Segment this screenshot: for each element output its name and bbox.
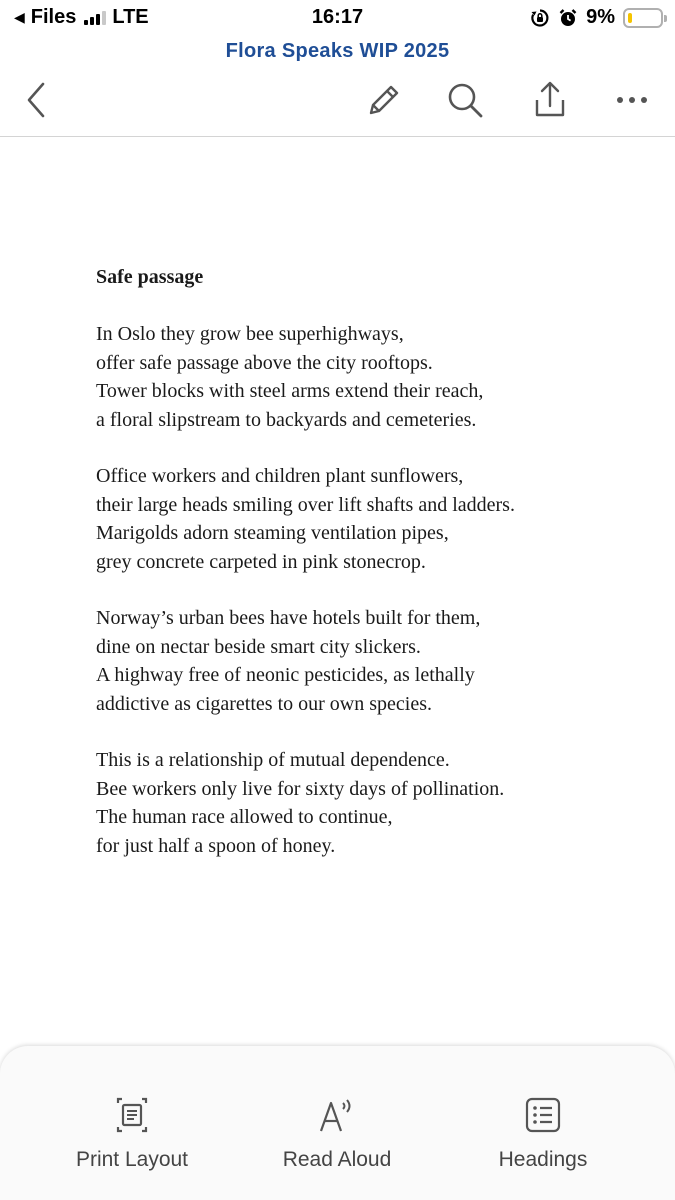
poem-line: Office workers and children plant sunflowers, <box>96 465 464 487</box>
poem-line: This is a relationship of mutual dependence. <box>96 749 450 771</box>
poem-line: Norway’s urban bees have hotels built for them, <box>96 607 481 629</box>
battery-percent: 9% <box>586 6 615 28</box>
back-button[interactable] <box>14 78 58 122</box>
back-to-app[interactable] <box>14 6 149 29</box>
poem-line: In Oslo they grow bee superhighways, <box>96 323 404 345</box>
status-bar <box>0 0 675 38</box>
poem-line: dine on nectar beside smart city slickers. <box>96 635 421 658</box>
share-button[interactable] <box>528 78 572 122</box>
poem-line: offer safe passage above the city rooftops. <box>96 351 433 374</box>
stanza <box>96 320 656 434</box>
more-icon <box>615 94 649 106</box>
stanza <box>96 746 656 860</box>
toolbar-divider <box>0 136 675 137</box>
back-arrow-icon: ◀ <box>14 9 25 25</box>
pencil-icon <box>364 80 404 120</box>
headings-label: Headings <box>498 1148 588 1171</box>
poem-line: their large heads smiling over lift shafts and ladders. <box>96 493 515 516</box>
document-body <box>96 262 656 888</box>
more-button[interactable] <box>610 78 654 122</box>
headings-icon <box>521 1093 565 1137</box>
search-button[interactable] <box>443 78 487 122</box>
battery-icon <box>623 8 663 28</box>
battery-tip <box>664 15 667 22</box>
headings-button[interactable] <box>443 1090 643 1172</box>
toolbar <box>0 72 675 128</box>
print-layout-button[interactable] <box>32 1090 232 1172</box>
poem-title: Safe passage <box>96 266 204 288</box>
read-aloud-icon <box>315 1093 359 1137</box>
read-aloud-label: Read Aloud <box>282 1148 392 1171</box>
poem-line: Tower blocks with steel arms extend their reach, <box>96 380 484 402</box>
read-aloud-button[interactable] <box>237 1090 437 1172</box>
orientation-lock-icon <box>530 8 550 28</box>
edit-button[interactable] <box>362 78 406 122</box>
bottom-bar <box>0 1046 675 1200</box>
signal-icon <box>84 11 106 25</box>
stanza <box>96 604 656 718</box>
poem-line: Marigolds adorn steaming ventilation pipes, <box>96 522 449 544</box>
back-chevron-icon <box>21 80 51 120</box>
carrier-label: LTE <box>112 6 149 28</box>
document-title[interactable]: Flora Speaks WIP 2025 <box>225 40 450 62</box>
poem-line: addictive as cigarettes to our own species. <box>96 692 432 715</box>
poem-line: for just half a spoon of honey. <box>96 834 336 857</box>
share-icon <box>530 80 570 120</box>
search-icon <box>445 80 485 120</box>
poem-line: A highway free of neonic pesticides, as lethally <box>96 664 475 686</box>
status-right <box>530 6 663 29</box>
alarm-icon <box>558 8 578 28</box>
stanza <box>96 462 656 576</box>
battery-fill <box>628 13 632 23</box>
print-layout-icon <box>110 1093 154 1137</box>
poem-line: The human race allowed to continue, <box>96 806 393 828</box>
poem-line: Bee workers only live for sixty days of pollination. <box>96 777 505 800</box>
status-time: 16:17 <box>311 6 364 28</box>
poem-line: a floral slipstream to backyards and cemeteries. <box>96 408 477 431</box>
back-app-label: Files <box>30 6 77 28</box>
poem-line: grey concrete carpeted in pink stonecrop. <box>96 550 426 573</box>
print-layout-label: Print Layout <box>75 1148 189 1171</box>
